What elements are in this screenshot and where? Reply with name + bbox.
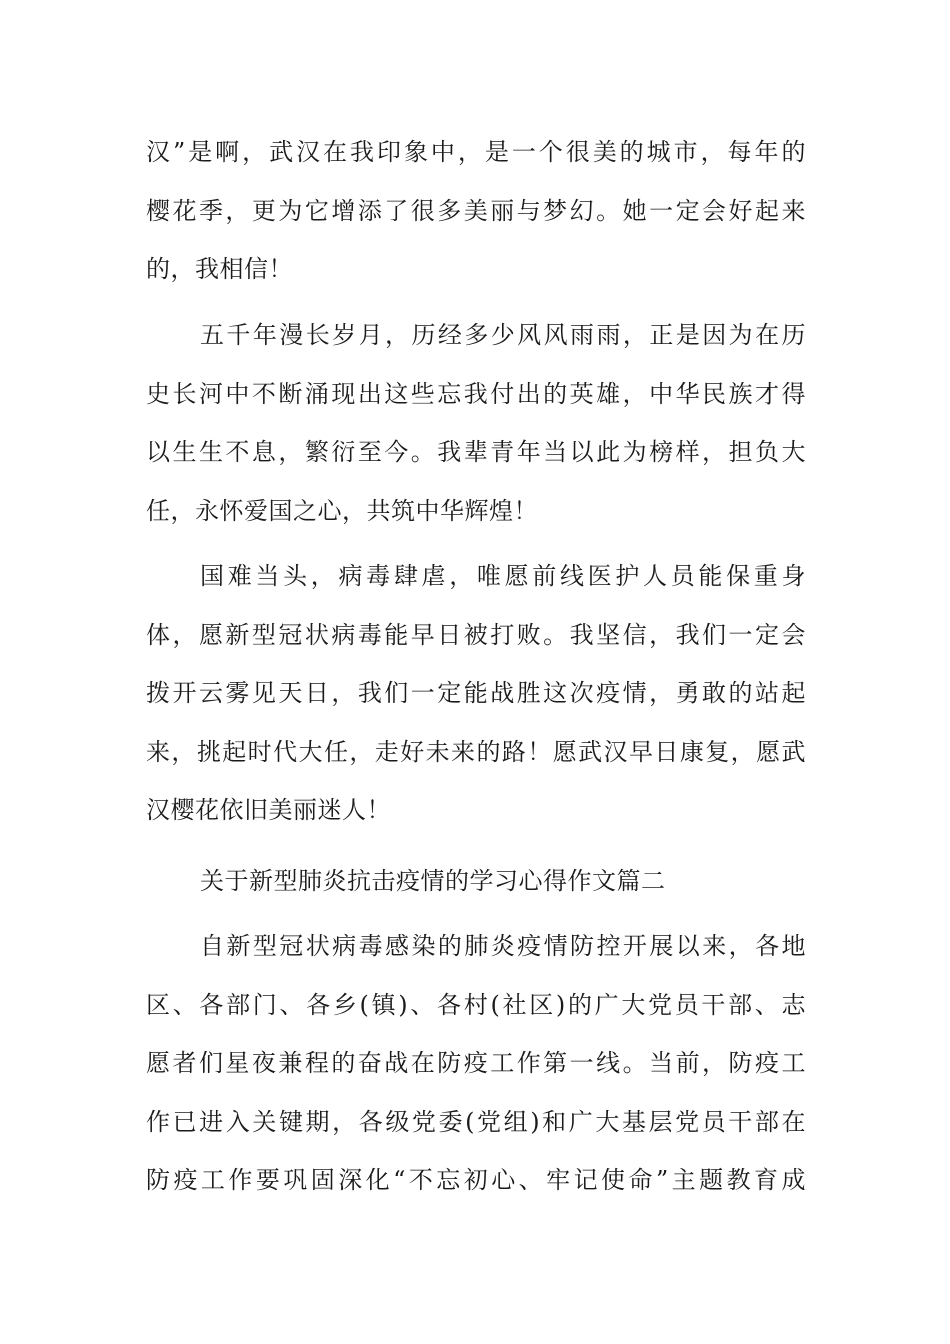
paragraph-4 [146,917,806,1210]
paragraph-line: 愿者们星夜兼程的奋战在防疫工作第一线。当前，防疫工 [146,1049,806,1077]
section-heading: 关于新型肺炎抗击疫情的学习心得作文篇二 [200,867,666,895]
paragraph-line: 汉樱花依旧美丽迷人！ [146,796,391,824]
paragraph-line: 自新型冠状病毒感染的肺炎疫情防控开展以来，各地 [200,932,806,960]
paragraph-3 [146,547,806,840]
paragraph-line: 樱花季，更为它增添了很多美丽与梦幻。她一定会好起来 [146,196,806,225]
paragraph-2 [146,306,806,540]
paragraph-line: 体，愿新型冠状病毒能早日被打败。我坚信，我们一定会 [146,620,806,649]
paragraph-line: 汉”是啊，武汉在我印象中，是一个很美的城市，每年的 [146,138,806,166]
paragraph-1 [146,123,806,299]
paragraph-line: 任，永怀爱国之心，共筑中华辉煌！ [146,496,538,525]
paragraph-line: 防疫工作要巩固深化“不忘初心、牢记使命”主题教育成 [146,1166,806,1194]
paragraph-line: 的，我相信！ [146,255,293,283]
paragraph-line: 来，挑起时代大任，走好未来的路！愿武汉早日康复，愿武 [146,737,806,766]
paragraph-line: 区、各部门、各乡(镇)、各村(社区)的广大党员干部、志 [146,990,806,1019]
paragraph-line: 国难当头，病毒肆虐，唯愿前线医护人员能保重身 [200,562,806,590]
paragraph-line: 拨开云雾见天日，我们一定能战胜这次疫情，勇敢的站起 [146,679,806,707]
paragraph-line: 史长河中不断涌现出这些忘我付出的英雄，中华民族才得 [146,379,806,408]
paragraph-line: 作已进入关键期，各级党委(党组)和广大基层党员干部在 [146,1107,806,1136]
paragraph-line: 以生生不息，繁衍至今。我辈青年当以此为榜样，担负大 [146,438,806,466]
paragraph-line: 五千年漫长岁月，历经多少风风雨雨，正是因为在历 [200,321,806,349]
